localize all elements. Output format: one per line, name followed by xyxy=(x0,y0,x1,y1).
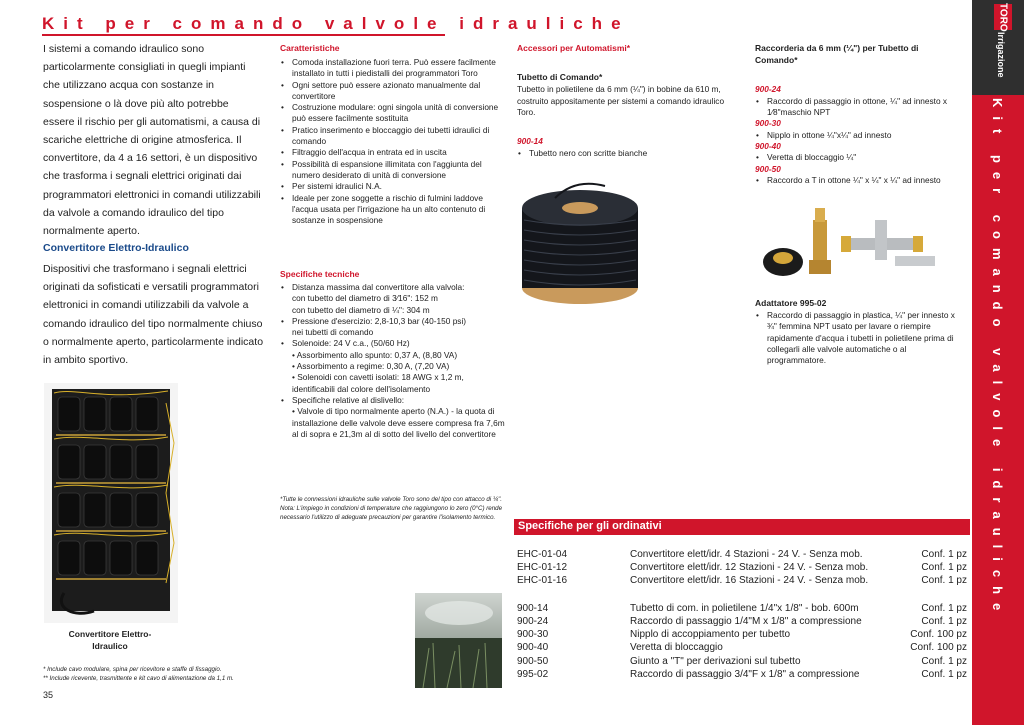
converter-caption: Convertitore Elettro-Idraulico xyxy=(68,629,152,651)
order-code: 900-50 xyxy=(517,656,549,667)
fitting-code: 900-40 xyxy=(755,140,781,151)
list-item: • Ogni settore può essere azionato manualmente dal convertitore xyxy=(280,80,505,103)
converter-heading: Convertitore Elettro-Idraulico xyxy=(43,242,189,254)
footnote: * Include cavo modulare, spina per ricevitore e staffe di fissaggio. xyxy=(43,666,222,673)
footnotes xyxy=(43,665,273,683)
list-item: • Filtraggio dell'acqua in entrata ed in uscita xyxy=(280,147,505,158)
table-row xyxy=(517,575,967,588)
adapter-list xyxy=(755,310,965,366)
sprinkler-photo xyxy=(415,593,502,688)
order-description: Convertitore elett/idr. 12 Stazioni - 24 V. - Senza mob. xyxy=(630,562,869,573)
order-description: Tubetto di com. in polietilene 1/4"x 1/8" - bob. 600m xyxy=(630,603,859,614)
section-label: Irrigazione xyxy=(996,32,1006,78)
tube-coil-photo xyxy=(515,168,645,310)
fittings-photo xyxy=(755,200,955,292)
list-item: • Raccordo di passaggio in plastica, ¼" per innesto x ¾" femmina NPT usato per lavare o riempire rapidamente d'acqua i tubetti in polietilene prima di collegarli alle valvole automatiche o al programmatore. xyxy=(755,310,965,366)
order-code: 900-14 xyxy=(517,603,549,614)
adapter-heading: Adattatore 995-02 xyxy=(755,298,827,308)
order-pack: Conf. 100 pz xyxy=(910,642,967,653)
list-item: • Assorbimento allo spunto: 0,37 A, (8,80 VA) xyxy=(292,349,458,360)
list-item: • Costruzione modulare: ogni singola unità di conversione può essere facilmente sostituita xyxy=(280,102,505,125)
intro-text: I sistemi a comando idraulico sono particolarmente consigliati in quegli impianti che utilizzano acqua con sostanze in sospensione o là dove più alto potrebbe essere il rischio per gli automatismi, a causa di scariche elettriche di origine atmosferica. Il convertitore, da 4 a 16 settori, è un dispositivo che trasforma i segnali elettrici originati dai programmatori elettronici in comandi utilizzabili da valvole a comando idraulico del tipo normalmente aperto. xyxy=(43,43,261,238)
list-item: • Per sistemi idraulici N.A. xyxy=(280,181,505,192)
list-item: • Raccordo di passaggio in ottone, ¼" ad innesto x 1⁄8"maschio NPT xyxy=(755,96,965,119)
table-row xyxy=(517,603,967,616)
converter-photo xyxy=(44,383,178,623)
list-item: nei tubetti di comando xyxy=(292,327,374,338)
order-pack: Conf. 1 pz xyxy=(921,562,967,573)
specs-list xyxy=(280,282,505,440)
fitting-code: 900-24 xyxy=(755,84,781,94)
fitting-code: 900-30 xyxy=(755,118,781,129)
order-description: Raccordo di passaggio 1/4"M x 1/8" a compressione xyxy=(630,616,862,627)
accessories-heading: Accessori per Automatismi* xyxy=(517,43,631,53)
order-code: 900-30 xyxy=(517,629,549,640)
list-item: • Possibilità di espansione illimitata con l'aggiunta del numero desiderato di unità di conversione xyxy=(280,159,505,182)
table-row xyxy=(517,629,967,642)
list-item: • Valvole di tipo normalmente aperto (N.A.) - la quota di installazione delle valvole deve essere compresa fra 7,6m al di sopra e 21,3m al di sotto del livello del convertitore xyxy=(292,406,505,439)
list-item: • Specifiche relative al dislivello: xyxy=(280,395,505,406)
order-pack: Conf. 1 pz xyxy=(921,656,967,667)
order-code: 995-02 xyxy=(517,669,549,680)
features-list xyxy=(280,57,505,226)
order-description: Raccordo di passaggio 3/4"F x 1/8" a compressione xyxy=(630,669,860,680)
list-item: • Solenoidi con cavetti isolati: 18 AWG x 1,2 m, identificabili dal colore dell'isolamento xyxy=(292,372,464,394)
footnote: ** Include ricevente, trasmittente e kit cavo di alimentazione da 1,1 m. xyxy=(43,675,234,682)
fittings-list xyxy=(755,84,965,186)
converter-text: Dispositivi che trasformano i segnali elettrici originati da sofisticati e versatili programmatori elettronici in comandi utilizzabili da valvole a comando idraulico del tipo normalmente chiuso o normalmente aperto, particolarmente indicato in ambito sportivo. xyxy=(43,263,264,367)
list-item: • Comoda installazione fuori terra. Può essere facilmente installato in tutti i piedistalli dei programmatori Toro xyxy=(280,57,505,80)
page-title: Kit per comando valvole idrauliche xyxy=(42,14,630,33)
table-row xyxy=(517,616,967,629)
tube-list xyxy=(517,148,737,159)
fitting-code: 900-50 xyxy=(755,163,781,174)
list-item: • Tubetto nero con scritte bianche xyxy=(517,148,737,159)
table-row xyxy=(517,562,967,575)
order-code: 900-24 xyxy=(517,616,549,627)
order-code: EHC-01-12 xyxy=(517,562,568,573)
order-pack: Conf. 1 pz xyxy=(921,575,967,586)
order-pack: Conf. 100 pz xyxy=(910,629,967,640)
list-item: • Assorbimento a regime: 0,30 A, (7,20 VA) xyxy=(292,361,450,372)
order-description: Veretta di bloccaggio xyxy=(630,642,723,653)
list-item: • Distanza massima dal convertitore alla valvola: xyxy=(280,282,505,293)
toro-logo: TORO xyxy=(994,4,1012,30)
order-description: Convertitore elett/idr. 16 Stazioni - 24 V. - Senza mob. xyxy=(630,575,869,586)
side-title: Kit per comando valvole idrauliche xyxy=(990,98,1005,620)
order-code: 900-40 xyxy=(517,642,549,653)
title-rule xyxy=(42,34,445,36)
order-code: EHC-01-04 xyxy=(517,549,568,560)
list-item: • Pratico inserimento e bloccaggio dei tubetti idraulici di comando xyxy=(280,125,505,148)
tube-code: 900-14 xyxy=(517,136,543,146)
list-item: • Veretta di bloccaggio ¼" xyxy=(755,152,965,163)
list-item: • Pressione d'esercizio: 2,8-10,3 bar (40-150 psi) xyxy=(280,316,505,327)
order-code: EHC-01-16 xyxy=(517,575,568,586)
order-pack: Conf. 1 pz xyxy=(921,669,967,680)
order-description: Giunto a "T" per derivazioni sul tubetto xyxy=(630,656,801,667)
table-row xyxy=(517,549,967,562)
fittings-heading: Raccorderia da 6 mm (¼") per Tubetto di Comando* xyxy=(755,43,919,65)
list-item: • Nipplo in ottone ¼"x¼" ad innesto xyxy=(755,130,965,141)
technical-note: *Tutte le connessioni idrauliche sulle valvole Toro sono del tipo con attacco di ¼". Nota: L'impiego in condizioni di temperature che raggiungono lo zero (0°C) rende necessario l'utilizzo di adeguate precauzioni per garantire l'isolamento termico. xyxy=(280,496,503,521)
list-item: • Solenoide: 24 V c.a., (50/60 Hz) xyxy=(280,338,505,349)
list-item: con tubetto del diametro di ¼": 304 m xyxy=(292,304,430,315)
order-pack: Conf. 1 pz xyxy=(921,616,967,627)
order-description: Nipplo di accoppiamento per tubetto xyxy=(630,629,791,640)
order-heading: Specifiche per gli ordinativi xyxy=(518,520,662,532)
page-number: 35 xyxy=(43,690,54,700)
tube-description: Tubetto in polietilene da 6 mm (¼") in bobine da 610 m, costruito appositamente per sistemi a comando idraulico Toro. xyxy=(517,84,725,117)
table-row xyxy=(517,656,967,669)
order-pack: Conf. 1 pz xyxy=(921,549,967,560)
order-description: Convertitore elett/idr. 4 Stazioni - 24 V. - Senza mob. xyxy=(630,549,863,560)
features-heading: Caratteristiche xyxy=(280,43,340,53)
order-pack: Conf. 1 pz xyxy=(921,603,967,614)
table-row xyxy=(517,669,967,682)
table-row xyxy=(517,642,967,655)
list-item: • Raccordo a T in ottone ¼" x ¼" x ¼" ad innesto xyxy=(755,175,965,186)
tube-heading: Tubetto di Comando* xyxy=(517,72,603,82)
list-item: • Ideale per zone soggette a rischio di fulmini laddove l'acqua usata per l'irrigazione ha un alto contenuto di sostanze in sospensione xyxy=(280,193,505,227)
specs-heading: Specifiche tecniche xyxy=(280,269,360,279)
list-item: con tubetto del diametro di 3⁄16": 152 m xyxy=(292,293,438,304)
